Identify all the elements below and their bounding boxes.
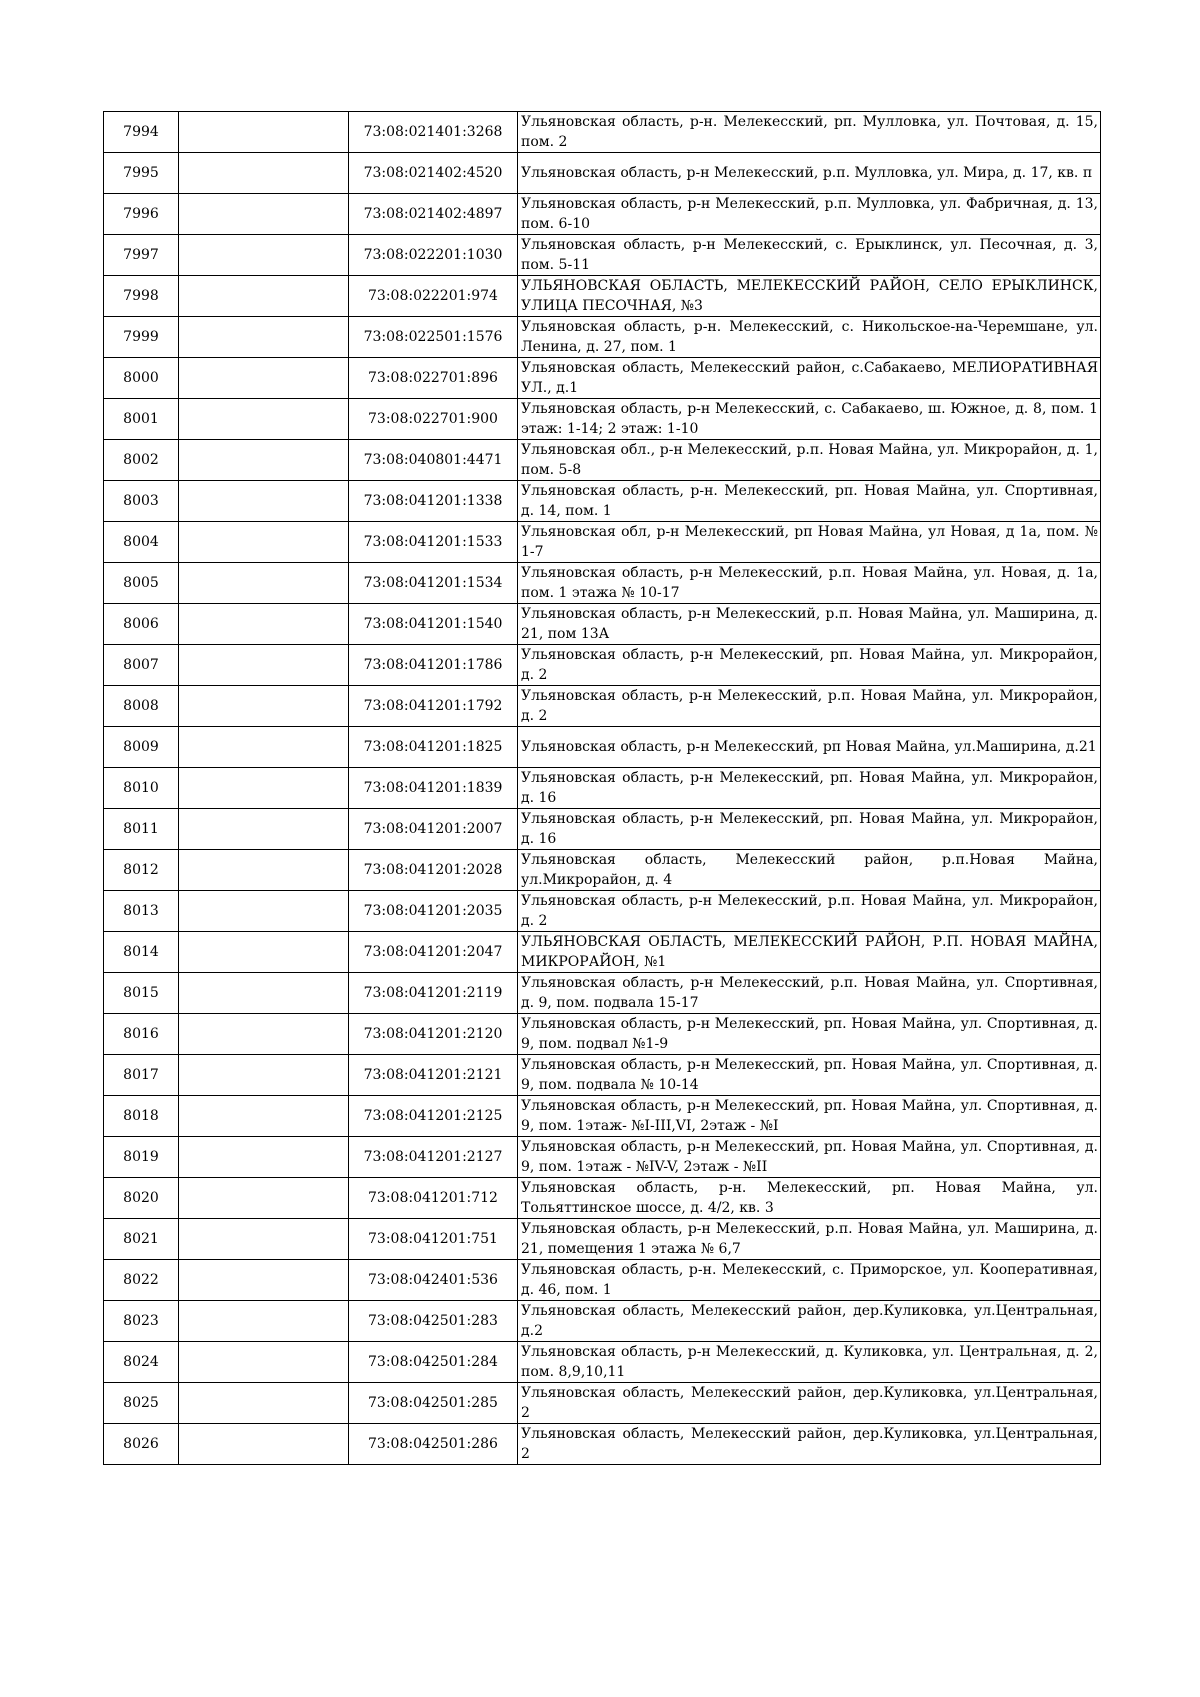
address: Ульяновская область, р-н Мелекесский, р.п. Мулловка, ул. Мира, д. 17, кв. п	[518, 153, 1101, 194]
empty-cell	[179, 891, 349, 932]
table-row	[104, 399, 1101, 440]
cadastral-number: 73:08:021402:4520	[349, 153, 518, 194]
empty-cell	[179, 768, 349, 809]
empty-cell	[179, 276, 349, 317]
empty-cell	[179, 440, 349, 481]
row-number: 8016	[104, 1014, 179, 1055]
table-row	[104, 973, 1101, 1014]
table-row	[104, 235, 1101, 276]
cadastral-number: 73:08:022201:974	[349, 276, 518, 317]
address: Ульяновская область, р-н Мелекесский, рп. Новая Майна, ул. Спортивная, д. 9, пом. 1этаж- №I-III,VI, 2этаж - №I	[518, 1096, 1101, 1137]
empty-cell	[179, 1178, 349, 1219]
cadastral-number: 73:08:041201:712	[349, 1178, 518, 1219]
row-number: 7997	[104, 235, 179, 276]
table-row	[104, 317, 1101, 358]
cadastral-number: 73:08:021401:3268	[349, 112, 518, 153]
empty-cell	[179, 1137, 349, 1178]
address: Ульяновская область, р-н Мелекесский, рп. Новая Майна, ул. Микрорайон, д. 16	[518, 809, 1101, 850]
cadastral-number: 73:08:041201:2120	[349, 1014, 518, 1055]
empty-cell	[179, 481, 349, 522]
empty-cell	[179, 727, 349, 768]
cadastral-number: 73:08:022201:1030	[349, 235, 518, 276]
cadastral-number: 73:08:022701:896	[349, 358, 518, 399]
row-number: 8012	[104, 850, 179, 891]
table-row	[104, 850, 1101, 891]
address: Ульяновская область, р-н. Мелекесский, рп. Новая Майна, ул. Тольяттинское шоссе, д. 4/2, кв. 3	[518, 1178, 1101, 1219]
empty-cell	[179, 1055, 349, 1096]
row-number: 8008	[104, 686, 179, 727]
empty-cell	[179, 1301, 349, 1342]
table-row	[104, 727, 1101, 768]
empty-cell	[179, 809, 349, 850]
row-number: 8025	[104, 1383, 179, 1424]
row-number: 8003	[104, 481, 179, 522]
address: Ульяновская область, р-н. Мелекесский, с. Никольское-на-Черемшане, ул. Ленина, д. 27, пом. 1	[518, 317, 1101, 358]
empty-cell	[179, 153, 349, 194]
table-row	[104, 645, 1101, 686]
row-number: 8002	[104, 440, 179, 481]
address: Ульяновская область, р-н Мелекесский, рп. Новая Майна, ул. Микрорайон, д. 16	[518, 768, 1101, 809]
row-number: 7995	[104, 153, 179, 194]
table-row	[104, 1219, 1101, 1260]
cadastral-number: 73:08:041201:2121	[349, 1055, 518, 1096]
table-row	[104, 522, 1101, 563]
row-number: 8020	[104, 1178, 179, 1219]
table-row	[104, 686, 1101, 727]
address: Ульяновская область, р-н Мелекесский, д. Куликовка, ул. Центральная, д. 2, пом. 8,9,10,11	[518, 1342, 1101, 1383]
cadastral-number: 73:08:041201:2119	[349, 973, 518, 1014]
cadastral-number: 73:08:041201:2007	[349, 809, 518, 850]
table-row	[104, 809, 1101, 850]
table-row	[104, 768, 1101, 809]
cadastral-number: 73:08:022501:1576	[349, 317, 518, 358]
address: Ульяновская область, р-н Мелекесский, р.п. Новая Майна, ул. Спортивная, д. 9, пом. подвала 15-17	[518, 973, 1101, 1014]
table-row	[104, 276, 1101, 317]
empty-cell	[179, 399, 349, 440]
address: Ульяновская область, р-н Мелекесский, рп. Новая Майна, ул. Микрорайон, д. 2	[518, 645, 1101, 686]
row-number: 8014	[104, 932, 179, 973]
table-row	[104, 1055, 1101, 1096]
row-number: 8013	[104, 891, 179, 932]
empty-cell	[179, 1014, 349, 1055]
cadastral-number: 73:08:022701:900	[349, 399, 518, 440]
cadastral-number: 73:08:042501:284	[349, 1342, 518, 1383]
table-row	[104, 891, 1101, 932]
empty-cell	[179, 850, 349, 891]
empty-cell	[179, 604, 349, 645]
cadastral-number: 73:08:041201:1786	[349, 645, 518, 686]
row-number: 7998	[104, 276, 179, 317]
table-row	[104, 194, 1101, 235]
empty-cell	[179, 1383, 349, 1424]
address: Ульяновская область, р-н Мелекесский, р.п. Новая Майна, ул. Маширина, д. 21, пом 13А	[518, 604, 1101, 645]
empty-cell	[179, 112, 349, 153]
address: Ульяновская область, Мелекесский район, дер.Куликовка, ул.Центральная, д.2	[518, 1301, 1101, 1342]
table-row	[104, 563, 1101, 604]
row-number: 8010	[104, 768, 179, 809]
address: Ульяновская обл., р-н Мелекесский, р.п. Новая Майна, ул. Микрорайон, д. 1, пом. 5-8	[518, 440, 1101, 481]
row-number: 8026	[104, 1424, 179, 1465]
empty-cell	[179, 235, 349, 276]
empty-cell	[179, 563, 349, 604]
row-number: 8022	[104, 1260, 179, 1301]
empty-cell	[179, 932, 349, 973]
table-row	[104, 1137, 1101, 1178]
row-number: 8001	[104, 399, 179, 440]
cadastral-number: 73:08:042501:285	[349, 1383, 518, 1424]
address: Ульяновская область, Мелекесский район, дер.Куликовка, ул.Центральная, 2	[518, 1424, 1101, 1465]
address: Ульяновская область, р-н Мелекесский, рп Новая Майна, ул.Маширина, д.21	[518, 727, 1101, 768]
cadastral-number: 73:08:040801:4471	[349, 440, 518, 481]
cadastral-number: 73:08:041201:2047	[349, 932, 518, 973]
table-row	[104, 153, 1101, 194]
row-number: 8023	[104, 1301, 179, 1342]
row-number: 8017	[104, 1055, 179, 1096]
table-row	[104, 1383, 1101, 1424]
table-row	[104, 1178, 1101, 1219]
row-number: 8011	[104, 809, 179, 850]
empty-cell	[179, 973, 349, 1014]
cadastral-number: 73:08:041201:2035	[349, 891, 518, 932]
address: Ульяновская область, р-н Мелекесский, р.п. Новая Майна, ул. Маширина, д. 21, помещения 1 этажа № 6,7	[518, 1219, 1101, 1260]
address: УЛЬЯНОВСКАЯ ОБЛАСТЬ, МЕЛЕКЕССКИЙ РАЙОН, СЕЛО ЕРЫКЛИНСК, УЛИЦА ПЕСОЧНАЯ, №3	[518, 276, 1101, 317]
cadastral-number: 73:08:041201:1533	[349, 522, 518, 563]
address: Ульяновская область, р-н Мелекесский, р.п. Новая Майна, ул. Микрорайон, д. 2	[518, 686, 1101, 727]
empty-cell	[179, 1260, 349, 1301]
empty-cell	[179, 194, 349, 235]
row-number: 7994	[104, 112, 179, 153]
address: Ульяновская область, Мелекесский район, с.Сабакаево, МЕЛИОРАТИВНАЯ УЛ., д.1	[518, 358, 1101, 399]
address: Ульяновская область, р-н Мелекесский, рп. Новая Майна, ул. Спортивная, д. 9, пом. подвал №1-9	[518, 1014, 1101, 1055]
cadastral-number: 73:08:041201:751	[349, 1219, 518, 1260]
row-number: 8009	[104, 727, 179, 768]
empty-cell	[179, 1424, 349, 1465]
row-number: 8000	[104, 358, 179, 399]
cadastral-number: 73:08:042401:536	[349, 1260, 518, 1301]
table-row	[104, 440, 1101, 481]
row-number: 8004	[104, 522, 179, 563]
empty-cell	[179, 686, 349, 727]
address: Ульяновская область, р-н. Мелекесский, рп. Новая Майна, ул. Спортивная, д. 14, пом. 1	[518, 481, 1101, 522]
table-row	[104, 1424, 1101, 1465]
table-row	[104, 112, 1101, 153]
address: Ульяновская область, р-н Мелекесский, с. Ерыклинск, ул. Песочная, д. 3, пом. 5-11	[518, 235, 1101, 276]
table-row	[104, 481, 1101, 522]
cadastral-number: 73:08:041201:1825	[349, 727, 518, 768]
table-row	[104, 604, 1101, 645]
empty-cell	[179, 1342, 349, 1383]
cadastral-number: 73:08:041201:2028	[349, 850, 518, 891]
empty-cell	[179, 1096, 349, 1137]
address: Ульяновская область, р-н Мелекесский, р.п. Мулловка, ул. Фабричная, д. 13, пом. 6-10	[518, 194, 1101, 235]
address: Ульяновская область, р-н Мелекесский, р.п. Новая Майна, ул. Микрорайон, д. 2	[518, 891, 1101, 932]
cadastral-number: 73:08:042501:286	[349, 1424, 518, 1465]
cadastral-number: 73:08:041201:1540	[349, 604, 518, 645]
row-number: 8021	[104, 1219, 179, 1260]
row-number: 8006	[104, 604, 179, 645]
empty-cell	[179, 645, 349, 686]
row-number: 7999	[104, 317, 179, 358]
table-row	[104, 1014, 1101, 1055]
empty-cell	[179, 317, 349, 358]
registry-table-body	[104, 112, 1101, 1465]
row-number: 7996	[104, 194, 179, 235]
cadastral-number: 73:08:041201:2127	[349, 1137, 518, 1178]
row-number: 8019	[104, 1137, 179, 1178]
table-row	[104, 1096, 1101, 1137]
cadastral-number: 73:08:041201:1534	[349, 563, 518, 604]
table-row	[104, 1301, 1101, 1342]
row-number: 8018	[104, 1096, 179, 1137]
address: Ульяновская область, р-н. Мелекесский, рп. Мулловка, ул. Почтовая, д. 15, пом. 2	[518, 112, 1101, 153]
address: Ульяновская область, р-н Мелекесский, рп. Новая Майна, ул. Спортивная, д. 9, пом. подвала № 10-14	[518, 1055, 1101, 1096]
cadastral-number: 73:08:021402:4897	[349, 194, 518, 235]
address: Ульяновская область, р-н. Мелекесский, с. Приморское, ул. Кооперативная, д. 46, пом. 1	[518, 1260, 1101, 1301]
table-row	[104, 1260, 1101, 1301]
row-number: 8024	[104, 1342, 179, 1383]
address: Ульяновская область, р-н Мелекесский, р.п. Новая Майна, ул. Новая, д. 1а, пом. 1 этажа № 10-17	[518, 563, 1101, 604]
address: Ульяновская область, р-н Мелекесский, с. Сабакаево, ш. Южное, д. 8, пом. 1 этаж: 1-14; 2 этаж: 1-10	[518, 399, 1101, 440]
address: Ульяновская область, Мелекесский район, р.п.Новая Майна, ул.Микрорайон, д. 4	[518, 850, 1101, 891]
cadastral-number: 73:08:042501:283	[349, 1301, 518, 1342]
row-number: 8015	[104, 973, 179, 1014]
empty-cell	[179, 522, 349, 563]
address: Ульяновская обл, р-н Мелекесский, рп Новая Майна, ул Новая, д 1а, пом. № 1-7	[518, 522, 1101, 563]
cadastral-number: 73:08:041201:1338	[349, 481, 518, 522]
address: УЛЬЯНОВСКАЯ ОБЛАСТЬ, МЕЛЕКЕССКИЙ РАЙОН, Р.П. НОВАЯ МАЙНА, МИКРОРАЙОН, №1	[518, 932, 1101, 973]
cadastral-number: 73:08:041201:1839	[349, 768, 518, 809]
cadastral-number: 73:08:041201:2125	[349, 1096, 518, 1137]
empty-cell	[179, 358, 349, 399]
empty-cell	[179, 1219, 349, 1260]
table-row	[104, 358, 1101, 399]
cadastral-number: 73:08:041201:1792	[349, 686, 518, 727]
row-number: 8005	[104, 563, 179, 604]
address: Ульяновская область, р-н Мелекесский, рп. Новая Майна, ул. Спортивная, д. 9, пом. 1этаж - №IV-V, 2этаж - №II	[518, 1137, 1101, 1178]
row-number: 8007	[104, 645, 179, 686]
table-row	[104, 1342, 1101, 1383]
address: Ульяновская область, Мелекесский район, дер.Куликовка, ул.Центральная, 2	[518, 1383, 1101, 1424]
table-row	[104, 932, 1101, 973]
registry-table	[103, 111, 1101, 1465]
